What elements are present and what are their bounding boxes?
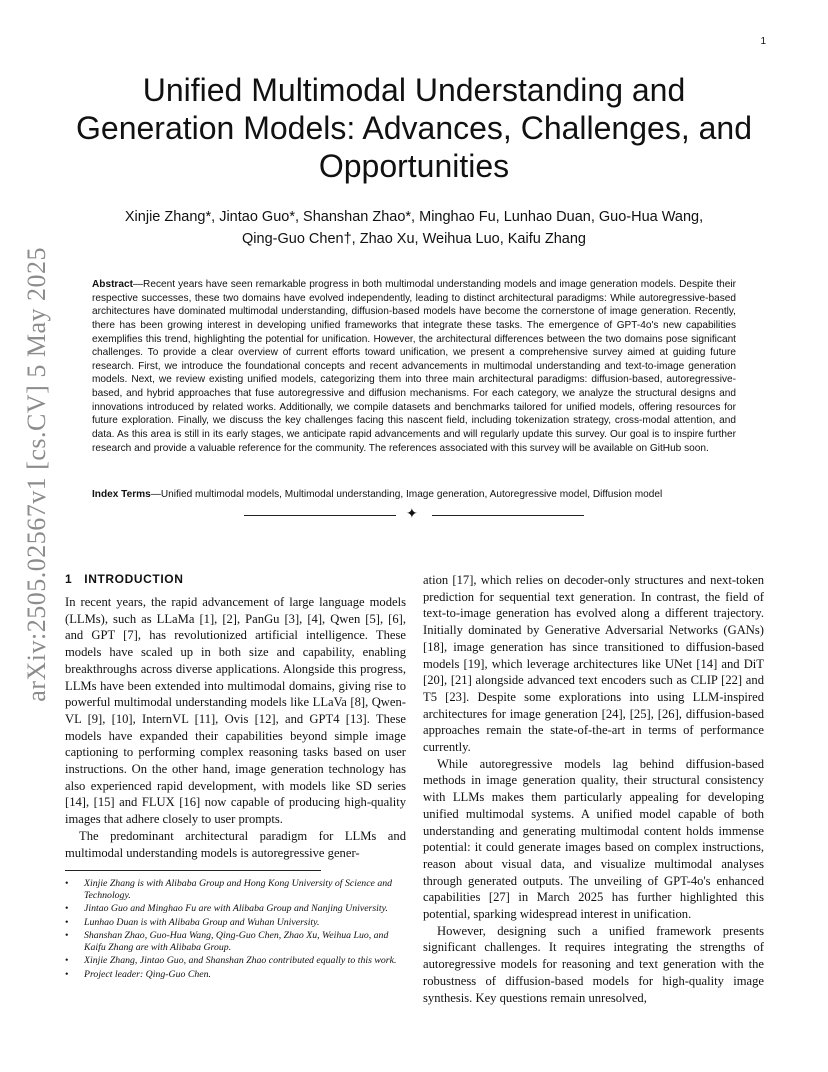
section-heading	[65, 572, 406, 586]
footnote-item: • Shanshan Zhao, Guo-Hua Wang, Qing-Guo Chen, Zhao Xu, Weihua Luo, and Kaifu Zhang are with Alibaba Group.	[65, 930, 406, 954]
footnote-item: • Lunhao Duan is with Alibaba Group and Wuhan University.	[65, 917, 406, 929]
paragraph: The predominant architectural paradigm for LLMs and multimodal understanding models is autoregressive gener-	[65, 828, 406, 860]
author-list	[60, 207, 768, 251]
paragraph: While autoregressive models lag behind diffusion-based methods in image generation quality, their structural consistency with LLMs makes them particularly appealing for developing unified multimodal systems. A unified model capable of both understanding and generating multimodal content holds immense potential: it could generate images based on complex instructions, reason about visual data, and visualize multimodal analyses through generated outputs. The unveiling of GPT-4o's enhanced capabilities [27] in March 2025 has further highlighted this potential, sparking widespread interest in unification.	[423, 756, 764, 922]
title-line: Opportunities	[318, 147, 510, 184]
author-line: Qing-Guo Chen†, Zhao Xu, Weihua Luo, Kaifu Zhang	[242, 230, 586, 247]
footnote-item: • Jintao Guo and Minghao Fu are with Alibaba Group and Nanjing University.	[65, 903, 406, 915]
section-divider	[244, 506, 584, 526]
index-terms	[92, 488, 736, 502]
index-terms-text: —Unified multimodal models, Multimodal understanding, Image generation, Autoregressive model, Diffusion model	[150, 489, 663, 500]
footnote-item: • Xinjie Zhang, Jintao Guo, and Shanshan Zhao contributed equally to this work.	[65, 955, 406, 967]
paragraph: In recent years, the rapid advancement of large language models (LLMs), such as LLaMa [1], [2], PanGu [3], [4], Qwen [5], [6], and GPT [7], has revolutionized artificial intelligence. These models have scaled up in both size and capability, enabling breakthroughs across diverse applications. Alongside this progress, LLMs have been extended into multimodal domains, giving rise to powerful multimodal understanding models like LLaVa [8], Qwen-VL [9], [10], InternVL [11], Ovis [12], and GPT4 [13]. These models have expanded their capabilities beyond simple image captioning to performing complex reasoning tasks based on user instructions. On the other hand, image generation technology has also experienced rapid development, with models like SD series [14], [15] and FLUX [16] now capable of producing high-quality images that adhere closely to user prompts.	[65, 595, 406, 827]
footnote-list	[65, 878, 406, 982]
left-column	[65, 572, 406, 861]
arxiv-identifier: arXiv:2505.02567v1 [cs.CV] 5 May 2025	[22, 246, 51, 702]
abstract	[92, 278, 736, 455]
section-number: 1	[65, 572, 73, 586]
abstract-label: Abstract	[92, 279, 133, 290]
paragraph: ation [17], which relies on decoder-only structures and next-token prediction for sequential text generation. In contrast, the field of text-to-image generation has evolved along a different trajectory. Initially dominated by Generative Adversarial Networks (GANs) [18], image generation has since transitioned to diffusion-based models [19], which leverage architectures like UNet [14] and DiT [20], [21] alongside advanced text encoders such as CLIP [22] and T5 [23]. Despite some explorations into using LLM-inspired architectures for image generation [24], [25], [26], diffusion-based approaches remain the state-of-the-art in terms of performance currently.	[423, 573, 764, 755]
index-terms-label: Index Terms	[92, 489, 151, 500]
footnote-rule	[65, 870, 321, 871]
arxiv-stamp	[18, 246, 56, 702]
paper-title	[60, 72, 768, 185]
footnote-item: • Xinjie Zhang is with Alibaba Group and Hong Kong University of Science and Technology.	[65, 878, 406, 902]
section-title: INTRODUCTION	[84, 572, 184, 586]
divider-line-left	[244, 515, 396, 516]
title-line: Generation Models: Advances, Challenges, and	[76, 109, 752, 146]
right-column	[423, 572, 764, 1006]
title-line: Unified Multimodal Understanding and	[142, 72, 686, 108]
author-line: Xinjie Zhang*, Jintao Guo*, Shanshan Zhao*, Minghao Fu, Lunhao Duan, Guo-Hua Wang,	[124, 209, 704, 225]
page-number: 1	[760, 36, 766, 47]
footnote-item: • Project leader: Qing-Guo Chen.	[65, 969, 406, 981]
divider-line-right	[432, 515, 584, 516]
divider-star-icon: ✦	[406, 506, 418, 522]
abstract-text: —Recent years have seen remarkable progress in both multimodal understanding models and image generation models. Despite their respective successes, these two domains have evolved independently, leading to distinct architectural paradigms: While autoregressive-based architectures have dominated multimodal understanding, diffusion-based models have become the cornerstone of image generation. Recently, there has been growing interest in developing unified frameworks that integrate these tasks. The emergence of GPT-4o's new capabilities exemplifies this trend, highlighting the potential for unification. However, the architectural differences between the two domains pose significant challenges. To provide a clear overview of current efforts toward unification, we present a comprehensive survey aimed at guiding future research. First, we introduce the foundational concepts and recent advancements in multimodal understanding and text-to-image generation models. Next, we review existing unified models, categorizing them into three main architectural paradigms: diffusion-based, autoregressive-based, and hybrid approaches that fuse autoregressive and diffusion mechanisms. For each category, we analyze the structural designs and innovations introduced by related works. Additionally, we compile datasets and benchmarks tailored for unified models, offering resources for future exploration. Finally, we discuss the key challenges facing this nascent field, including tokenization strategy, cross-modal attention, and data. As this area is still in its early stages, we anticipate rapid advancements and will regularly update this survey. Our goal is to inspire further research and provide a valuable reference for the community. The references associated with this survey will be available on GitHub soon.	[92, 279, 736, 454]
paragraph: However, designing such a unified framework presents significant challenges. It requires integrating the strengths of autoregressive models for reasoning and text generation with the robustness of diffusion-based models for high-quality image synthesis. Key questions remain unresolved,	[423, 923, 764, 1005]
